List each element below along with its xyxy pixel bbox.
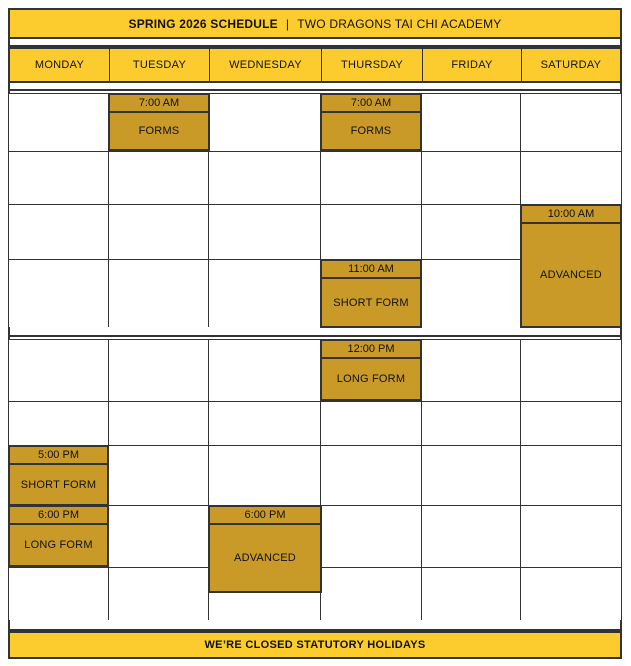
- time-slot-cell: [108, 259, 210, 329]
- time-slot-cell: [108, 505, 210, 568]
- event-time: 12:00 PM: [322, 341, 420, 359]
- schedule-title-bar: [8, 8, 622, 39]
- schedule-title: SPRING 2026 SCHEDULE: [128, 16, 278, 31]
- event-label: LONG FORM: [24, 539, 93, 551]
- event-time: 7:00 AM: [110, 95, 208, 113]
- event-label: ADVANCED: [540, 269, 602, 281]
- day-header-tuesday: TUESDAY: [110, 49, 210, 81]
- time-slot-cell: [421, 567, 522, 621]
- event-block[interactable]: [520, 204, 622, 328]
- academy-name: TWO DRAGONS TAI CHI ACADEMY: [297, 16, 502, 31]
- time-slot-cell: [320, 567, 422, 621]
- day-header-friday: FRIDAY: [423, 49, 522, 81]
- time-slot-cell: [421, 204, 522, 260]
- time-slot-cell: [108, 151, 210, 205]
- event-block[interactable]: [8, 445, 109, 506]
- event-time: 10:00 AM: [522, 206, 620, 224]
- time-slot-cell: [520, 505, 622, 568]
- time-slot-cell: [421, 151, 522, 205]
- time-slot-cell: [520, 339, 622, 402]
- time-slot-cell: [520, 445, 622, 506]
- event-time: 11:00 AM: [322, 261, 420, 279]
- event-block[interactable]: [208, 505, 322, 593]
- time-slot-cell: [108, 204, 210, 260]
- time-slot-cell: [421, 259, 522, 329]
- time-slot-cell: [8, 339, 110, 402]
- time-slot-cell: [8, 401, 110, 446]
- time-slot-cell: [208, 204, 322, 260]
- time-slot-cell: [208, 259, 322, 329]
- event-time: 7:00 AM: [322, 95, 420, 113]
- time-slot-cell: [320, 505, 422, 568]
- spacer-row: [8, 83, 622, 91]
- time-slot-cell: [421, 445, 522, 506]
- event-block[interactable]: [320, 93, 422, 151]
- event-block[interactable]: [108, 93, 210, 151]
- event-label: SHORT FORM: [20, 478, 97, 491]
- time-slot-cell: [320, 151, 422, 205]
- time-slot-cell: [208, 93, 322, 152]
- event-block[interactable]: [8, 505, 109, 567]
- time-slot-cell: [8, 204, 110, 260]
- spacer-row: [8, 39, 622, 47]
- event-label: FORMS: [350, 125, 392, 137]
- time-slot-cell: [208, 445, 322, 506]
- event-block[interactable]: [320, 259, 422, 328]
- time-slot-cell: [108, 401, 210, 446]
- event-block[interactable]: [320, 339, 422, 401]
- day-header-wednesday: WEDNESDAY: [210, 49, 322, 81]
- time-slot-cell: [108, 445, 210, 506]
- time-slot-cell: [208, 339, 322, 402]
- event-label: ADVANCED: [234, 552, 296, 564]
- time-slot-cell: [421, 93, 522, 152]
- time-slot-cell: [8, 259, 110, 329]
- day-header-monday: MONDAY: [10, 49, 110, 81]
- title-separator: |: [285, 16, 290, 31]
- time-slot-cell: [520, 567, 622, 621]
- time-slot-cell: [320, 204, 422, 260]
- time-slot-cell: [8, 567, 110, 621]
- time-slot-cell: [421, 401, 522, 446]
- time-slot-cell: [8, 93, 110, 152]
- time-slot-cell: [520, 401, 622, 446]
- event-time: 6:00 PM: [10, 507, 107, 525]
- time-slot-cell: [320, 445, 422, 506]
- time-slot-cell: [208, 401, 322, 446]
- time-slot-cell: [520, 151, 622, 205]
- event-label: LONG FORM: [336, 373, 406, 385]
- event-label: SHORT FORM: [333, 296, 409, 309]
- time-slot-cell: [8, 151, 110, 205]
- time-slot-cell: [208, 151, 322, 205]
- time-slot-cell: [320, 401, 422, 446]
- time-slot-cell: [108, 339, 210, 402]
- event-time: 5:00 PM: [10, 447, 107, 465]
- event-label: FORMS: [138, 125, 180, 137]
- time-slot-cell: [421, 339, 522, 402]
- day-header-row: [8, 47, 622, 83]
- closure-notice: WE’RE CLOSED STATUTORY HOLIDAYS: [8, 631, 622, 659]
- day-header-thursday: THURSDAY: [322, 49, 423, 81]
- time-slot-cell: [108, 567, 210, 621]
- spacer-row: [8, 620, 622, 631]
- event-time: 6:00 PM: [210, 507, 320, 525]
- time-slot-cell: [520, 93, 622, 152]
- spacer-row: [8, 327, 622, 337]
- day-header-saturday: SATURDAY: [540, 59, 602, 71]
- time-slot-cell: [421, 505, 522, 568]
